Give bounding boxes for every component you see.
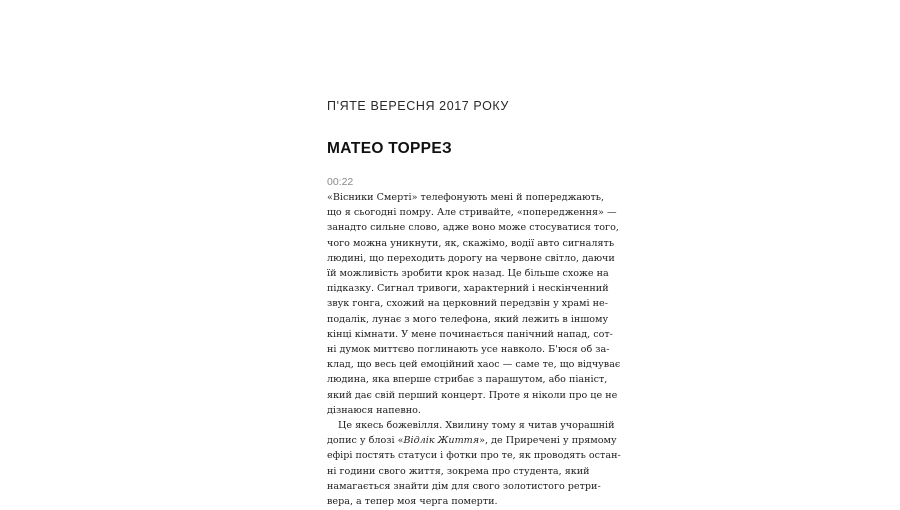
body-text (327, 190, 621, 509)
text-line: «Вісники Смерті» телефонують мені й попереджають, (327, 192, 605, 203)
text-line: людині, що переходить дорогу на червоне світло, даючи (327, 252, 615, 264)
text-line: кінці кімнати. У мене починається панічний напад, сот- (327, 328, 613, 340)
text-line: що я сьогодні помру. Але стривайте, «попередження» — (327, 207, 617, 219)
chapter-time: 00:22 (327, 176, 354, 188)
text-line: який дає свій перший концерт. Проте я ніколи про це не (327, 389, 618, 401)
text-line: звук гонга, схожий на церковний передзвін у храмі не- (327, 298, 608, 310)
text-line: подалік, лунає з мого телефона, який лежить в іншому (327, 313, 609, 325)
text-line: ні думок миттєво поглинають усе навколо. Б'юся об за- (327, 344, 610, 356)
text-line: ні години свого життя, зокрема про студента, який (327, 465, 590, 477)
text-line: допис у блозі «Відлік Життя», де Приречені у прямому (327, 435, 617, 447)
text-line: людина, яка вперше стрибає з парашутом, або піаніст, (327, 374, 608, 386)
text-line: підказку. Сигнал тривоги, характерний і нескінченний (327, 283, 609, 295)
text-line: ефірі постять статуси і фотки про те, як проводять остан- (327, 450, 621, 462)
paragraph (327, 190, 621, 418)
chapter-date: П'ЯТЕ ВЕРЕСНЯ 2017 РОКУ (327, 99, 509, 113)
blog-title: Відлік Життя (403, 435, 480, 447)
text-line: чого можна уникнути, як, скажімо, водії авто сигналять (327, 237, 615, 249)
text-line: вера, а тепер моя черга померти. (327, 496, 498, 508)
chapter-title: МАТЕО ТОРРЕЗ (327, 140, 452, 157)
text-line: Це якесь божевілля. Хвилину тому я читав учорашній (338, 420, 615, 432)
paragraph (327, 418, 621, 509)
text-line: клад, що весь цей емоційний хаос — саме те, що відчуває (327, 359, 621, 371)
text-line: дізнаюся напевно. (327, 404, 421, 416)
text-line: намагається знайти дім для свого золотистого ретри- (327, 480, 601, 492)
text-line: їй можливість зробити крок назад. Це більше схоже на (327, 268, 609, 280)
text-line: занадто сильне слово, адже воно може стосуватися того, (327, 222, 619, 234)
